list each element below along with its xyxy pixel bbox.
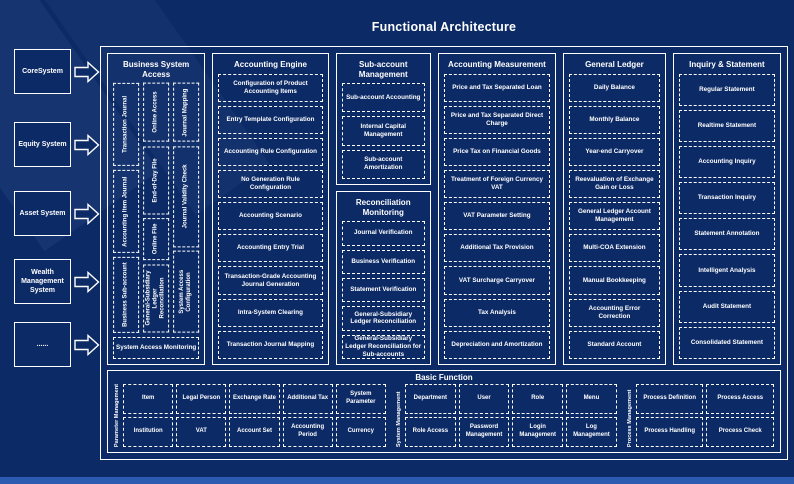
panel-business-system-access <box>107 53 205 365</box>
diagram-box: Exchange Rate <box>229 384 279 414</box>
diagram-box: Department <box>405 384 456 414</box>
diagram-box: Reevaluation of Exchange Gain or Loss <box>569 170 660 198</box>
group-row <box>636 417 774 447</box>
group-row <box>405 417 617 447</box>
function-columns <box>107 53 781 365</box>
group-row <box>123 417 386 447</box>
diagram-box: Journal Mapping <box>173 83 199 142</box>
basic-function-group <box>114 384 386 447</box>
bsa-column <box>143 83 169 333</box>
diagram-box: Password Management <box>459 417 510 447</box>
diagram-box: Tax Analysis <box>444 299 550 327</box>
diagram-box: Accounting Scenario <box>218 202 322 230</box>
diagram-box: Accounting Entry Trial <box>218 234 322 262</box>
basic-function-group <box>627 384 774 447</box>
group-row <box>636 384 774 414</box>
diagram-box: Transaction Inquiry <box>679 182 775 214</box>
diagram-box: Additional Tax Provision <box>444 234 550 262</box>
diagram-box: Realtime Statement <box>679 110 775 142</box>
diagram-box: System Access Configuration <box>173 251 199 333</box>
panel-title: Sub-account Management <box>358 60 408 79</box>
diagram-box: Business Sub-account <box>113 257 139 333</box>
diagram-box: Sub-account Amortization <box>342 150 425 179</box>
source-system-box: ...... <box>14 322 71 367</box>
panel-title: Business System Access <box>123 60 190 79</box>
diagram-box: System Parameter <box>336 384 386 414</box>
diagram-box: Internal Capital Management <box>342 116 425 145</box>
basic-function-groups <box>114 384 774 447</box>
diagram-box: Depreciation and Amortization <box>444 331 550 359</box>
diagram-box: Transaction Journal <box>113 83 139 166</box>
diagram-box: Monthly Balance <box>569 106 660 134</box>
group-label: System Management <box>395 391 402 447</box>
group-row <box>123 384 386 414</box>
right-arrow-icon <box>74 203 100 225</box>
diagram-box: Configuration of Product Accounting Items <box>218 74 322 102</box>
right-arrow-icon <box>74 61 100 83</box>
panel-accounting-measurement <box>438 53 556 365</box>
diagram-box: Additional Tax <box>283 384 333 414</box>
diagram-box: System Access Monitoring <box>113 337 199 359</box>
diagram-box: Login Management <box>512 417 563 447</box>
diagram-box: Process Check <box>706 417 774 447</box>
diagram-box: Consolidated Statement <box>679 327 775 359</box>
diagram-box: End-of-Day File <box>143 146 169 214</box>
diagram-box: Sub-account Accounting <box>342 83 425 112</box>
diagram-box: Treatment of Foreign Currency VAT <box>444 170 550 198</box>
panel-title: Accounting Measurement <box>448 60 546 69</box>
diagram-box: Transaction Journal Mapping <box>218 331 322 359</box>
panel-title: Inquiry & Statement <box>689 60 765 69</box>
diagram-box: Accounting Error Correction <box>569 299 660 327</box>
basic-function-group <box>396 384 617 447</box>
diagram-box: Manual Bookkeeping <box>569 266 660 294</box>
diagram-box: Accounting Inquiry <box>679 146 775 178</box>
bsa-vertical-grid <box>113 83 199 333</box>
source-system-box: Asset System <box>14 191 71 236</box>
diagram-box: VAT <box>176 417 226 447</box>
panel-general-ledger <box>563 53 666 365</box>
group-label: Process Management <box>626 389 633 447</box>
group-label: Parameter Management <box>114 383 120 447</box>
diagram-box: Accounting Item Journal <box>113 170 139 253</box>
panel-sub-account-management <box>336 53 431 185</box>
source-system-box: CoreSystem <box>14 49 71 94</box>
diagram-box: VAT Parameter Setting <box>444 202 550 230</box>
diagram-box: Journal Validity Check <box>173 146 199 247</box>
diagram-box: General-Subsidiary Ledger Reconciliation <box>342 306 425 330</box>
diagram-box: User <box>459 384 510 414</box>
source-system-box: Equity System <box>14 122 71 167</box>
panel-basic-function <box>107 370 781 453</box>
diagram-box: Entry Template Configuration <box>218 106 322 134</box>
diagram-box: Year-end Carryover <box>569 138 660 166</box>
diagram-box: Account Set <box>229 417 279 447</box>
panel-reconciliation-monitoring <box>336 191 431 365</box>
diagram-box: Intra-System Clearing <box>218 299 322 327</box>
diagram-box: Currency <box>336 417 386 447</box>
diagram-box: Journal Verification <box>342 221 425 245</box>
diagram-box: Audit Statement <box>679 291 775 323</box>
diagram-box: Multi-COA Extension <box>569 234 660 262</box>
diagram-box: Process Definition <box>636 384 704 414</box>
diagram-box: Standard Account <box>569 331 660 359</box>
panel-title: Basic Function <box>415 372 473 382</box>
diagram-box: General-Subsidiary Ledger Reconciliation for Sub-accounts <box>342 335 425 359</box>
diagram-box: Role Access <box>405 417 456 447</box>
diagram-box: General-Subsidiary Ledger Reconciliation <box>143 264 169 332</box>
diagram-box: VAT Surcharge Carryover <box>444 266 550 294</box>
diagram-box: No Generation Rule Configuration <box>218 170 322 198</box>
panel-title: General Ledger <box>585 60 644 69</box>
bsa-column <box>113 83 139 333</box>
panel-title: Accounting Engine <box>234 60 307 69</box>
diagram-box: Accounting Period <box>283 417 333 447</box>
right-arrow-icon <box>74 334 100 356</box>
bsa-column <box>173 83 199 333</box>
bottom-accent-strip <box>0 477 794 484</box>
diagram-box: Online Access <box>143 83 169 142</box>
diagram-box: Price and Tax Separated Loan <box>444 74 550 102</box>
diagram-box: Institution <box>123 417 173 447</box>
diagram-box: Transaction-Grade Accounting Journal Generation <box>218 266 322 294</box>
source-system-box: Wealth Management System <box>14 259 71 304</box>
diagram-box: Statement Annotation <box>679 218 775 250</box>
diagram-box: Intelligent Analysis <box>679 254 775 286</box>
diagram-box: Statement Verification <box>342 278 425 302</box>
right-arrow-icon <box>74 271 100 293</box>
diagram-box: Regular Statement <box>679 74 775 106</box>
diagram-box: Business Verification <box>342 250 425 274</box>
diagram-box: Price and Tax Separated Direct Charge <box>444 106 550 134</box>
diagram-box: Price Tax on Financial Goods <box>444 138 550 166</box>
page-title: Functional Architecture <box>371 20 517 34</box>
diagram-box: General Ledger Account Management <box>569 202 660 230</box>
group-row <box>405 384 617 414</box>
diagram-box: Online File <box>143 218 169 260</box>
diagram-box: Item <box>123 384 173 414</box>
panel-title: Reconciliation Monitoring <box>355 198 411 217</box>
right-arrow-icon <box>74 134 100 156</box>
column-sub-account-and-reconciliation <box>336 53 431 365</box>
panel-inquiry-statement <box>673 53 781 365</box>
diagram-box: Menu <box>566 384 617 414</box>
diagram-box: Legal Person <box>176 384 226 414</box>
diagram-box: Process Handling <box>636 417 704 447</box>
panel-accounting-engine <box>212 53 328 365</box>
diagram-box: Accounting Rule Configuration <box>218 138 322 166</box>
diagram-box: Role <box>512 384 563 414</box>
diagram-box: Log Management <box>566 417 617 447</box>
main-architecture-container <box>100 46 788 460</box>
diagram-box: Process Access <box>706 384 774 414</box>
diagram-box: Daily Balance <box>569 74 660 102</box>
